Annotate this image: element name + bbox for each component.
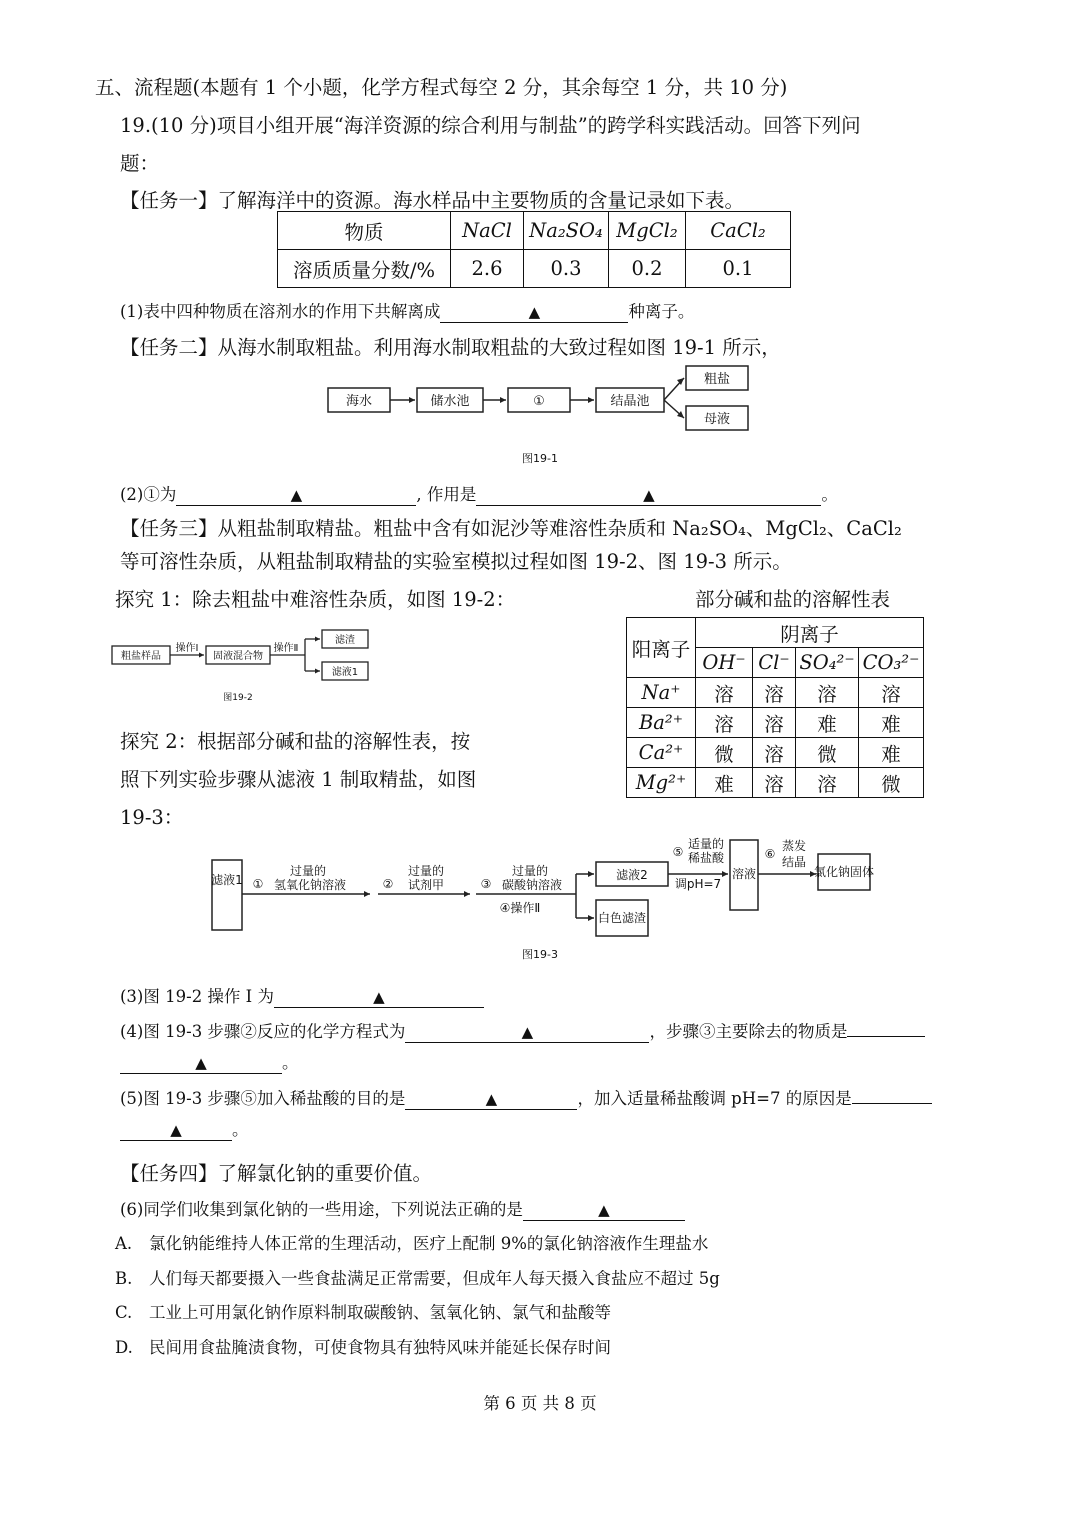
question-19-line2: 题： (120, 152, 160, 175)
cation-ba: Ba²⁺ (627, 708, 696, 738)
cation-ca: Ca²⁺ (627, 738, 696, 768)
blank-marker: ▲ (290, 486, 303, 504)
fig3-label-filtrate1: 滤液1 (211, 873, 243, 887)
figure-19-3 (200, 832, 880, 970)
page-footer: 第 6 页 共 8 页 (483, 1394, 597, 1413)
option-a[interactable] (115, 1230, 708, 1254)
fig2-label-crude-sample: 粗盐样品 (121, 651, 161, 662)
blank-marker: ▲ (485, 1090, 498, 1108)
fig3-step6-l1: 蒸发 (781, 839, 807, 853)
solubility-cell: 难 (859, 708, 924, 738)
fig3-step5-l2: 稀盐酸 (687, 851, 725, 865)
q3-line (120, 983, 484, 1008)
solubility-cell: 难 (696, 768, 753, 798)
q5-middle: ，加入适量稀盐酸调 pH=7 的原因是 (577, 1089, 852, 1108)
cation-mg: Mg²⁺ (627, 768, 696, 798)
question-19-line1: 19.(10 分)项目小组开展“海洋资源的综合利用与制盐”的跨学科实践活动。回答下列问 (120, 114, 861, 137)
q2-answer-blank-2[interactable] (476, 485, 821, 506)
solubility-cell: 难 (859, 738, 924, 768)
fig3-step1-top: 过量的 (289, 864, 327, 878)
fig3-step4: ④操作Ⅱ (499, 901, 541, 915)
table-cell: NaCl (451, 212, 524, 250)
fig3-label-product: 氯化钠固体 (813, 865, 875, 879)
fig1-label-crude-salt: 粗盐 (703, 372, 731, 387)
q1-answer-blank[interactable] (440, 302, 628, 323)
anion-co3: CO₃²⁻ (859, 648, 924, 678)
fig3-step5-l1: 适量的 (687, 837, 725, 851)
blank-marker: ▲ (373, 988, 385, 1006)
fig3-step3-bottom: 碳酸钠溶液 (501, 878, 563, 892)
fig3-step6-num: ⑥ (764, 847, 776, 861)
solubility-table (626, 617, 924, 798)
blank-marker: ▲ (195, 1054, 207, 1072)
anion-cl: Cl⁻ (753, 648, 796, 678)
solubility-anion-header: 阴离子 (696, 618, 924, 648)
task4-text: 【任务四】了解氯化钠的重要价值。 (120, 1162, 433, 1185)
q4-middle: ，步骤③主要除去的物质是 (649, 1022, 848, 1041)
blank-marker: ▲ (528, 303, 541, 321)
q4-prefix: (4)图 19-3 步骤②反应的化学方程式为 (120, 1022, 406, 1041)
q6-line (120, 1196, 685, 1221)
solubility-cell: 微 (796, 738, 859, 768)
q6-prefix: (6)同学们收集到氯化钠的一些用途，下列说法正确的是 (120, 1200, 523, 1219)
q4-end: 。 (282, 1053, 299, 1072)
table-cell: MgCl₂ (609, 212, 686, 250)
anion-so4: SO₄²⁻ (796, 648, 859, 678)
fig3-step3-num: ③ (480, 877, 492, 891)
fig3-step1-num: ① (252, 877, 264, 891)
q4-line (120, 1016, 925, 1043)
solubility-cell: 溶 (753, 678, 796, 708)
q3-prefix: (3)图 19-2 操作 I 为 (120, 987, 274, 1006)
explore1-text: 探究 1：除去粗盐中难溶性杂质，如图 19-2： (115, 588, 516, 611)
blank-marker: ▲ (598, 1201, 610, 1219)
table-cell: 0.1 (686, 250, 791, 288)
table-cell: Na₂SO₄ (524, 212, 609, 250)
solubility-title: 部分碱和盐的溶解性表 (695, 588, 891, 611)
q5-prefix: (5)图 19-3 步骤⑤加入稀盐酸的目的是 (120, 1089, 406, 1108)
fig3-step5-num: ⑤ (672, 845, 684, 859)
fig2-caption: 图19-2 (223, 693, 253, 703)
q4-line2 (120, 1049, 299, 1074)
explore2-line2: 照下列实验步骤从滤液 1 制取精盐，如图 (120, 768, 477, 791)
fig2-label-mixture: 固液混合物 (213, 651, 263, 662)
solubility-cell: 溶 (696, 708, 753, 738)
option-label: D. (115, 1338, 133, 1357)
fig1-label-mother-liquor: 母液 (703, 412, 731, 427)
blank-marker: ▲ (170, 1121, 182, 1139)
q2-answer-blank-1[interactable] (176, 485, 416, 506)
q4-answer-blank-2a[interactable] (847, 1016, 925, 1037)
option-text: 人们每天都要摄入一些食盐满足正常需要，但成年人每天摄入食盐应不超过 5g (149, 1269, 720, 1288)
q4-answer-blank-1[interactable] (405, 1022, 649, 1043)
q3-answer-blank[interactable] (274, 987, 484, 1008)
option-c[interactable] (115, 1299, 611, 1323)
fig3-step2-num: ② (382, 877, 394, 891)
fig1-label-step1: ① (533, 394, 545, 409)
solubility-cell: 溶 (753, 708, 796, 738)
fig3-step3-top: 过量的 (511, 864, 549, 878)
fig1-label-seawater: 海水 (345, 394, 373, 409)
fig3-caption: 图19-3 (522, 948, 558, 961)
explore2-line1: 探究 2：根据部分碱和盐的溶解性表，按 (120, 730, 471, 753)
fig3-step2-top: 过量的 (407, 864, 445, 878)
q5-answer-blank-1[interactable] (405, 1089, 577, 1110)
task2-text: 【任务二】从海水制取粗盐。利用海水制取粗盐的大致过程如图 19-1 所示， (120, 336, 781, 359)
seawater-content-table (277, 211, 791, 288)
solubility-cell: 微 (859, 768, 924, 798)
task3-line2: 等可溶性杂质，从粗盐制取精盐的实验室模拟过程如图 19-2、图 19-3 所示。 (120, 550, 792, 573)
solubility-cell: 溶 (696, 678, 753, 708)
fig2-label-residue: 滤渣 (335, 635, 355, 646)
task1-text: 【任务一】了解海洋中的资源。海水样品中主要物质的含量记录如下表。 (120, 189, 745, 212)
table-header-substance: 物质 (278, 212, 451, 250)
table-header-fraction: 溶质质量分数/% (278, 250, 451, 288)
q2-line (120, 481, 838, 506)
figure-19-1 (318, 360, 763, 470)
fig3-step6-l2: 结晶 (781, 855, 807, 869)
q2-end: 。 (821, 485, 838, 504)
anion-oh: OH⁻ (696, 648, 753, 678)
fig3-label-solution: 溶液 (731, 867, 757, 881)
fig2-label-op2: 操作Ⅱ (273, 643, 299, 654)
fig3-step1-bottom: 氢氧化钠溶液 (273, 878, 347, 892)
task3-line1: 【任务三】从粗盐制取精盐。粗盐中含有如泥沙等难溶性杂质和 Na₂SO₄、MgCl₂、CaCl₂ (120, 517, 902, 540)
q2-middle: , 作用是 (416, 485, 477, 504)
blank-marker: ▲ (643, 486, 655, 504)
figure-19-2 (110, 622, 370, 710)
q6-answer-blank[interactable] (523, 1200, 685, 1221)
fig1-caption: 图19-1 (522, 452, 558, 465)
explore2-line3: 19-3： (120, 806, 184, 829)
table-cell: 0.3 (524, 250, 609, 288)
option-text: 工业上可用氯化钠作原料制取碳酸钠、氢氧化钠、氯气和盐酸等 (149, 1303, 611, 1322)
cation-na: Na⁺ (627, 678, 696, 708)
blank-marker: ▲ (521, 1023, 534, 1041)
solubility-cell: 溶 (796, 678, 859, 708)
option-d[interactable] (115, 1334, 611, 1358)
solubility-cell: 微 (696, 738, 753, 768)
q1-prefix: (1)表中四种物质在溶剂水的作用下共解离成 (120, 302, 441, 321)
fig3-label-white-residue: 白色滤渣 (597, 911, 647, 925)
q5-end: 。 (232, 1120, 249, 1139)
solubility-cation-header: 阳离子 (627, 618, 696, 678)
option-text: 氯化钠能维持人体正常的生理活动，医疗上配制 9%的氯化钠溶液作生理盐水 (149, 1234, 709, 1253)
q1-suffix: 种离子。 (628, 302, 695, 321)
fig3-box-filtrate1 (212, 860, 242, 930)
solubility-cell: 难 (796, 708, 859, 738)
q5-line2 (120, 1116, 249, 1141)
option-label: A. (115, 1234, 133, 1253)
fig1-label-reservoir: 储水池 (430, 394, 470, 409)
fig2-label-filtrate1: 滤液1 (331, 667, 359, 678)
section-title: 五、流程题(本题有 1 个小题，化学方程式每空 2 分，其余每空 1 分，共 10 分) (95, 76, 788, 99)
solubility-cell: 溶 (753, 768, 796, 798)
q4-answer-blank-2b[interactable] (120, 1053, 282, 1074)
option-label: B. (115, 1269, 133, 1288)
solubility-cell: 溶 (753, 738, 796, 768)
q2-prefix: (2)①为 (120, 485, 177, 504)
fig1-label-crystallization: 结晶池 (610, 394, 650, 409)
solubility-cell: 溶 (796, 768, 859, 798)
q5-line (120, 1083, 932, 1110)
fig2-label-op1: 操作Ⅰ (175, 643, 199, 654)
q5-answer-blank-2a[interactable] (852, 1083, 932, 1104)
q1-line (120, 298, 694, 323)
fig3-step5-l3: 调pH=7 (674, 877, 722, 891)
q5-answer-blank-2b[interactable] (120, 1120, 232, 1141)
option-b[interactable] (115, 1265, 720, 1289)
option-text: 民间用食盐腌渍食物，可使食物具有独特风味并能延长保存时间 (149, 1338, 611, 1357)
fig3-step2-bottom: 试剂甲 (407, 878, 445, 892)
option-label: C. (115, 1303, 133, 1322)
solubility-cell: 溶 (859, 678, 924, 708)
fig3-label-filtrate2: 滤液2 (616, 868, 648, 882)
table-cell: 0.2 (609, 250, 686, 288)
table-cell: CaCl₂ (686, 212, 791, 250)
table-cell: 2.6 (451, 250, 524, 288)
